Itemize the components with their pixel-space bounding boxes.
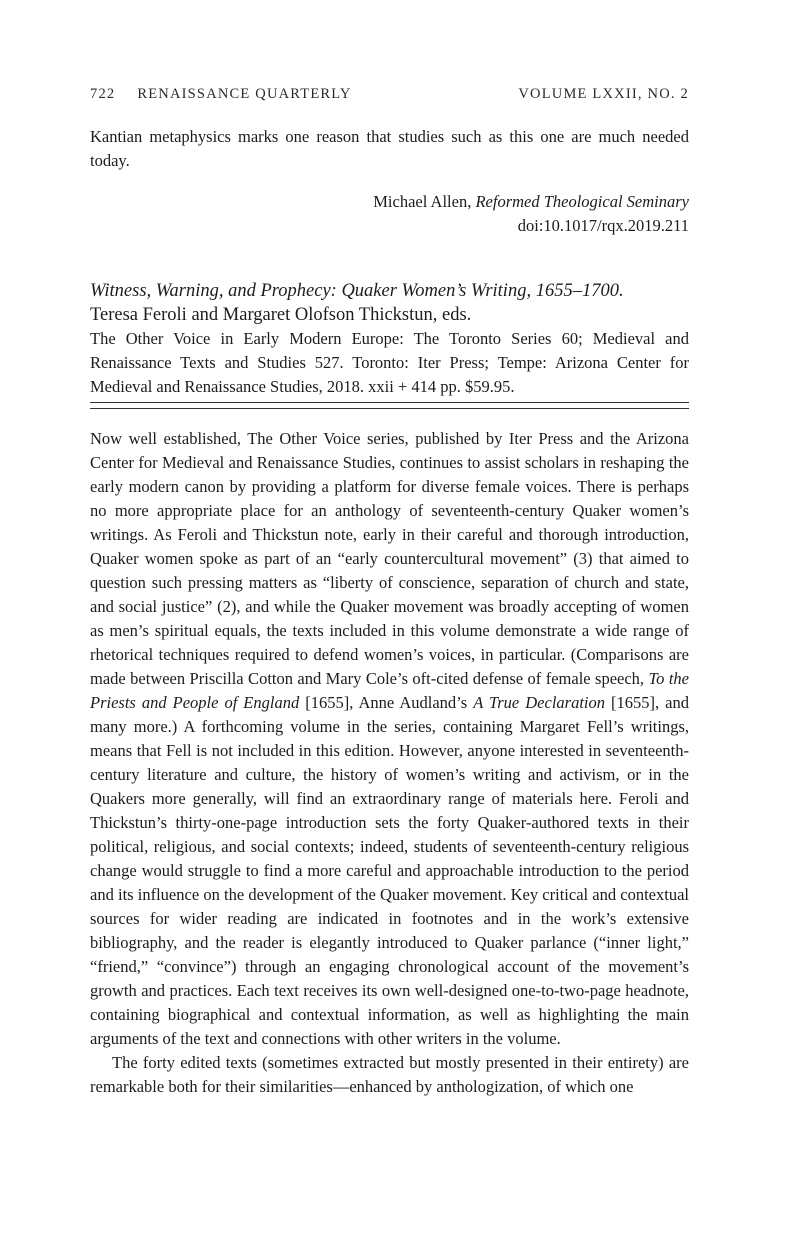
doi: doi:10.1017/rqx.2019.211	[517, 216, 689, 235]
paragraph-text: [1655], and many more.) A forthcoming volume in the series, containing Margaret Fell’s writings, means that Fell is not included in this edition. However, anyone interested in seventeenth-century literature and culture, the history of women’s writing and activism, or in the Quakers more generally, will find an extraordinary range of materials here. Feroli and Thickstun’s thirty-one-page introduction sets the forty Quaker-authored texts in their political, religious, and social contexts; indeed, students of seventeenth-century religious change would struggle to find a more careful and approachable introduction to the period and its influence on the development of the Quaker movement. Key critical and contextual sources for wider reading are indicated in footnotes and in the work’s extensive bibliography, and the reader is elegantly introduced to Quaker parlance (“inner light,” “friend,” “convince”) through an engaging chronological account of the movement’s growth and practices. Each text receives its own well-designed one-to-two-page headnote, containing biographical and contextual information, as well as highlighting the main arguments of the text and connections with other writers in the volume.	[90, 693, 689, 1048]
cited-title: A True Declaration	[473, 693, 606, 712]
review-header	[90, 279, 689, 409]
cited-title: To the Priests and People of England	[90, 669, 689, 712]
reviewer-line	[90, 190, 689, 214]
journal-title: RENAISSANCE QUARTERLY	[137, 86, 352, 102]
publication-details: The Other Voice in Early Modern Europe: The Toronto Series 60; Medieval and Renaissance Texts and Studies 527. Toronto: Iter Press; Tempe: Arizona Center for Medieval and Renaissance Studies, 2018. xxii + 414 pp. $59.95.	[90, 329, 689, 396]
paragraph-text: [1655], Anne Audland’s	[299, 693, 474, 712]
running-head	[90, 84, 689, 104]
review-body	[90, 427, 689, 1099]
page	[90, 84, 689, 1099]
reviewer-name: Michael Allen,	[373, 192, 472, 211]
reviewer-affiliation: Reformed Theological Seminary	[475, 192, 689, 211]
body-paragraph-2: The forty edited texts (sometimes extracted but mostly presented in their entirety) are remarkable both for their similarities—enhanced by anthologization, of which one	[90, 1053, 689, 1096]
body-paragraph-1	[90, 427, 689, 1051]
previous-review-closing: Kantian metaphysics marks one reason that studies such as this one are much needed today.	[90, 127, 689, 170]
paragraph-text: Now well established, The Other Voice series, published by Iter Press and the Arizona Center for Medieval and Renaissance Studies, continues to assist scholars in reshaping the early modern canon by providing a platform for diverse female voices. There is perhaps no more appropriate place for an anthology of seventeenth-century Quaker women’s writings. As Feroli and Thickstun note, early in their careful and thorough introduction, Quaker women spoke as part of an “early countercultural movement” (3) that aimed to question such pressing matters as “liberty of conscience, separation of church and state, and social justice” (2), and while the Quaker movement was broadly accepting of women as men’s spiritual equals, the texts included in this volume demonstrate a wide range of rhetorical techniques required to defend women’s voices, in particular. (Comparisons are made between Priscilla Cotton and Mary Cole’s oft-cited defense of female speech,	[90, 429, 689, 688]
book-title: Witness, Warning, and Prophecy: Quaker Women’s Writing, 1655–1700.	[90, 281, 624, 301]
volume-info: VOLUME LXXII, NO. 2	[518, 86, 689, 102]
reviewer-signature	[90, 190, 689, 238]
page-number: 722	[90, 86, 116, 102]
book-editors: Teresa Feroli and Margaret Olofson Thickstun, eds.	[90, 305, 472, 325]
double-rule-divider	[90, 402, 689, 409]
running-head-left	[90, 84, 374, 104]
